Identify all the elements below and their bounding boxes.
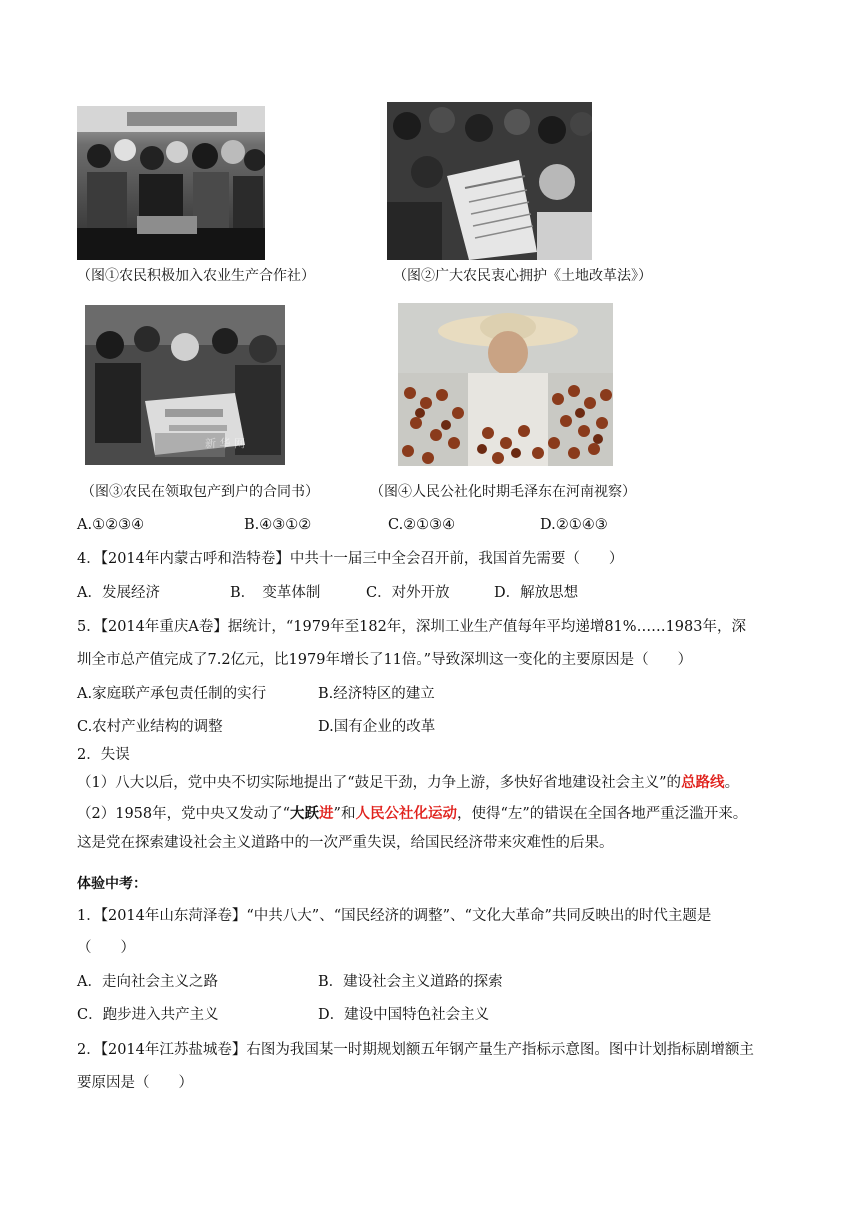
photo-1-caption: （图①农民积极加入农业生产合作社）	[77, 268, 315, 284]
exam-q1-stem-line-1: 1．【2014年山东菏泽卷】“中共八大”、“国民经济的调整”、“文化大革命”共同反映出的时代主题是	[77, 908, 712, 924]
q4-option-d: D．解放思想	[494, 585, 579, 601]
q3-option-a: A.①②③④	[77, 517, 145, 533]
svg-text:新 华 网: 新 华 网	[205, 437, 245, 450]
photo-2-image	[387, 102, 592, 260]
q5-stem-line-2: 圳全市总产值完成了7.2亿元，比1979年增长了11倍。”导致深圳这一变化的主要原因是（ ）	[77, 652, 693, 668]
people-commune-highlight: 人民公社化运动	[355, 805, 457, 822]
q4-option-b: B． 变革体制	[230, 585, 321, 601]
photo-4-image	[398, 303, 613, 466]
q5-option-d: D.国有企业的改革	[318, 719, 436, 735]
photo-farmers-receive-contracts	[85, 305, 285, 465]
section-mistakes-paragraph-3: 这是党在探索建设社会主义道路中的一次严重失误，给国民经济带来灾难性的后果。	[77, 835, 614, 851]
q3-option-c: C.②①③④	[388, 517, 456, 533]
q4-option-a: A．发展经济	[77, 585, 160, 601]
section-mistakes-paragraph-2	[77, 804, 747, 824]
general-line-highlight: 总路线	[681, 774, 725, 791]
p1-text: （1）八大以后，党中央不切实际地提出了“鼓足干劲，力争上游，多快好省地建设社会主义”的	[77, 775, 682, 791]
p1-end: 。	[724, 775, 740, 791]
section-mistakes-title: 2．失误	[77, 747, 130, 763]
photo-3-caption: （图③农民在领取包产到户的合同书）	[81, 484, 319, 500]
q5-option-a: A.家庭联产承包责任制的实行	[77, 686, 267, 702]
exam-section-title: 体验中考：	[77, 876, 147, 892]
q5-option-c: C.农村产业结构的调整	[77, 719, 223, 735]
exam-q1-option-b: B．建设社会主义道路的探索	[318, 974, 503, 990]
exam-q2-stem-line-2: 要原因是（ ）	[77, 1075, 193, 1091]
exam-q2-stem-line-1: 2．【2014年江苏盐城卷】右图为我国某一时期规划额五年钢产量生产指标示意图。图中计划指标剧增额主	[77, 1042, 754, 1058]
exam-q1-option-d: D．建设中国特色社会主义	[318, 1007, 490, 1023]
q4-option-c: C．对外开放	[366, 585, 450, 601]
p2-text-mid: ”和	[333, 806, 356, 822]
q5-option-b: B.经济特区的建立	[318, 686, 435, 702]
photo-1-image	[77, 106, 265, 260]
photo-farmers-join-cooperative	[77, 106, 265, 260]
q5-stem-line-1: 5．【2014年重庆A卷】据统计，“1979年至182年，深圳工业生产值每年平均递增81%……1983年，深	[77, 619, 746, 635]
q3-option-d: D.②①④③	[540, 517, 608, 533]
great-leap-red: 进	[319, 805, 334, 822]
great-leap-bold: 大跃	[290, 805, 320, 822]
section-mistakes-paragraph-1	[77, 773, 739, 793]
photo-4-caption: （图④人民公社化时期毛泽东在河南视察）	[370, 484, 636, 500]
photo-3-image	[85, 305, 285, 465]
photo-mao-inspecting-henan	[398, 303, 613, 466]
photo-farmers-support-land-reform	[387, 102, 592, 260]
p2-text-end: ，使得“左”的错误在全国各地严重泛滥开来。	[456, 806, 748, 822]
exam-q1-option-a: A．走向社会主义之路	[77, 974, 218, 990]
exam-q1-stem-line-2: （ ）	[77, 940, 135, 956]
exam-q1-option-c: C．跑步进入共产主义	[77, 1007, 219, 1023]
q4-stem: 4．【2014年内蒙古呼和浩特卷】中共十一届三中全会召开前，我国首先需要（ ）	[77, 551, 624, 567]
q3-option-b: B.④③①②	[244, 517, 312, 533]
p2-text-start: （2）1958年，党中央又发动了“	[77, 806, 291, 822]
photo-2-caption: （图②广大农民衷心拥护《土地改革法》）	[393, 268, 652, 284]
